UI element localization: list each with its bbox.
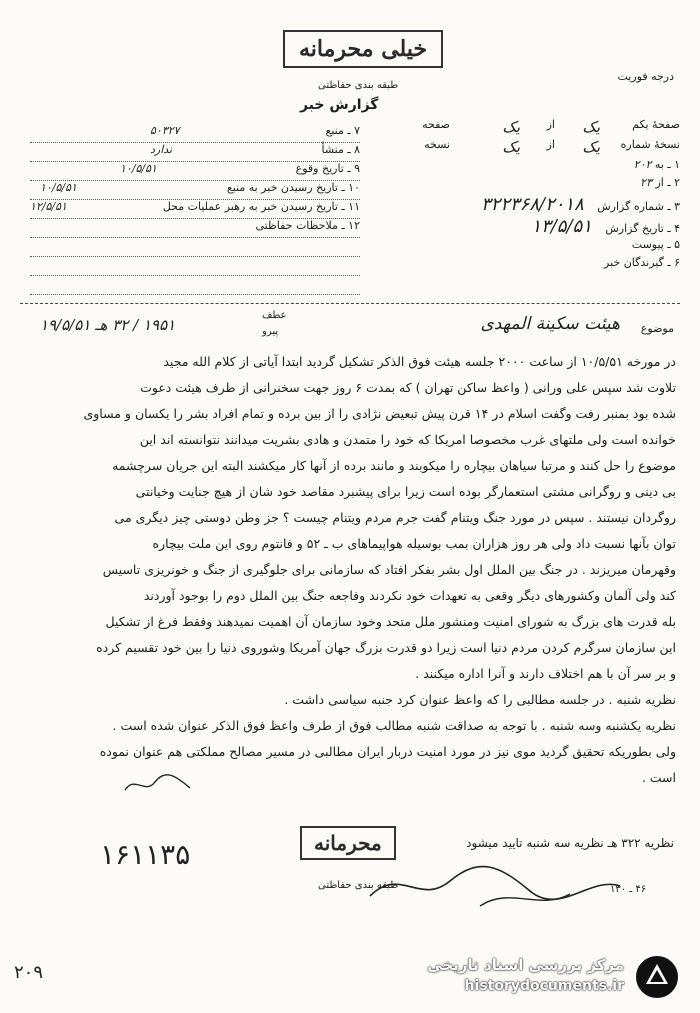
body-line: وقهرمان میریزند . در جنگ بین الملل اول بشر بفکر افتاد که سازمانی برای جلوگیری از جنگ و خونریزی تاسیس bbox=[102, 562, 676, 577]
handwritten-number: ۱۶۱۱۳۵ bbox=[100, 838, 191, 871]
field-event-date: ۹ ـ تاریخ وقوع ۱۰/۵/۵۱ bbox=[30, 162, 360, 181]
body-line: بله قدرت های بزرگ به شورای امنیت ومنشور ملل متحد وخود سازمان آن اهمیت نمیدهند وفقط فرغ از تشکیل bbox=[105, 614, 676, 629]
body-line: این سازمان سرگرم کردن مردم دنیا است زیرا دو قدرت بزرگ جهان آمریکا وشوروی دنیا را بین خود تقسیم کرده bbox=[96, 640, 676, 655]
watermark-url: historydocuments.ir bbox=[464, 978, 624, 994]
body-line: در مورخه ۱۰/۵/۵۱ از ساعت ۲۰۰۰ جلسه هیئت فوق الذکر تشکیل گردید ابتدا آیاتی از کلام الله مجید bbox=[163, 354, 676, 369]
reference-label-b: پیرو bbox=[262, 326, 279, 337]
body-line: کند ولی آلمان وکشورهای دیگر وقعی به تعهدات خود نکردند وفاجعه جنگ بین الملل دوم را بوجود آوردند bbox=[143, 588, 676, 603]
body-line: خوانده است ولی ملتهای غرب مخصوصا امریکا که خود را متمدن و هادی بشریت میدانند نتوانسته اند این bbox=[139, 432, 676, 447]
field-report-number: ۳ ـ شماره گزارش ۳۲۲۳۶۸/۲۰۱۸ bbox=[481, 194, 680, 215]
body-line: توان بآنها نسبت داد ولی هر روز هزاران بمب بوسیله هواپیماهای ب ـ ۵۲ و فانتوم روی این ملت بیچاره bbox=[152, 536, 676, 551]
field-security-notes: ۱۲ ـ ملاحظات حفاظتی bbox=[30, 219, 360, 238]
opinion-line: نظریه شنبه . در جلسه مطالبی را که واعظ عنوان کرد جنبه سیاسی داشت . bbox=[284, 692, 676, 707]
field-recipients: ۶ ـ گیرندگان خبر bbox=[604, 256, 680, 269]
classification-caption: طبقه بندی حفاظتی bbox=[318, 80, 399, 91]
opinion-line: است . bbox=[641, 770, 676, 785]
field-origin: ۸ ـ منشأ ندارد bbox=[30, 143, 360, 162]
blank-line bbox=[30, 257, 360, 276]
blank-line bbox=[30, 276, 360, 295]
subject-value: هیئت سکینة المهدی bbox=[480, 314, 620, 334]
confirmation-note: نظریه ۳۲۲ هـ نظریه سه شنبه تایید میشود bbox=[466, 836, 674, 850]
field-attachment: ۵ ـ پیوست bbox=[631, 238, 680, 251]
field-to: ۱ ـ به ۲۰۲ bbox=[633, 158, 680, 171]
page-number: ۲۰۹ bbox=[14, 962, 44, 983]
blank-line bbox=[30, 238, 360, 257]
left-fields bbox=[30, 124, 360, 295]
body-line: بی دینی و روگرانی مشتی استعمارگر بوده است زیرا برای پیشبرد مقاصد خود شان از هیچ جنایت وخیانتی bbox=[135, 484, 676, 499]
field-source: ۷ ـ منبع ۵۰۳۲۷ bbox=[30, 124, 360, 143]
opinion-line: نظریه یکشنبه وسه شنبه . با توجه به صداقت شنبه مطالب فوق از طرف واعظ فوق الذکر عنوان شده است . bbox=[112, 718, 676, 733]
body-line: شده بود بمنبر رفت وگفت اسلام در ۱۴ قرن پیش تبعیض نژادی را از بین برده و تمام افراد بشر را یکسان و مساوی bbox=[83, 406, 676, 421]
watermark-logo-icon bbox=[632, 952, 682, 1002]
signature-small bbox=[120, 770, 200, 800]
bottom-stamp-caption: طبقه بندی حفاظتی bbox=[318, 880, 399, 891]
watermark-title: مرکز بررسی اسناد تاریخی bbox=[427, 956, 624, 974]
opinion-line: ولی بطوریکه تحقیق گردید موی نیز در مورد امنیت دربار ایران مطالبی در مسیر مصالح مملکتی هم عنوان نموده bbox=[99, 744, 676, 759]
body-line: روگردان نیستند . سپس در مورد جنگ ویتنام گفت جرم مردم ویتنام چیست ؟ جز وطن دوستی چیز دیگری می bbox=[114, 510, 676, 525]
separator-line bbox=[20, 303, 680, 304]
field-operation-received-date: ۱۱ ـ تاریخ رسیدن خبر به رهبر عملیات محل ۱۲/۵/۵۱ bbox=[30, 200, 360, 219]
field-report-date: ۴ ـ تاریخ گزارش ۱۳/۵/۵۱ bbox=[531, 216, 680, 237]
body-line: موضوع را حل کنند و مرتبا سیاهان بیچاره را میکوبند و مانند برده از آنها کار میکشند البته این جریان سرچشمه bbox=[112, 458, 676, 473]
reference-value: ۱۹۵۱ / ۳۲ هـ ۱۹/۵/۵۱ bbox=[40, 316, 176, 334]
classification-stamp: خیلی محرمانه bbox=[283, 30, 443, 68]
body-line: تلاوت شد سپس علی ورانی ( واعظ ساکن تهران ) که بمدت ۶ روز جهت سخنرانی از طرف هیئت دعوت bbox=[140, 380, 676, 395]
body-line: و بر سر آن با هم اختلاف دارند و آنرا اداره میکنند . bbox=[415, 666, 676, 681]
field-copy: نسخهٔ شماره یک از یک نسخه bbox=[424, 138, 680, 156]
subject-label: موضوع bbox=[640, 322, 674, 335]
field-page: صفحهٔ یکم یک از یک صفحه bbox=[422, 118, 680, 136]
form-code: ۴۶ ـ ۱۳۰ bbox=[610, 884, 647, 895]
bottom-classification-stamp: محرمانه bbox=[300, 826, 396, 860]
report-title: گزارش خبر bbox=[300, 97, 379, 113]
field-source-received-date: ۱۰ ـ تاریخ رسیدن خبر به منبع ۱۰/۵/۵۱ bbox=[30, 181, 360, 200]
right-fields bbox=[410, 118, 680, 274]
watermark bbox=[392, 952, 682, 1002]
urgency-label: درجه فوریت bbox=[617, 70, 674, 83]
reference-label-a: عطف bbox=[262, 310, 287, 321]
field-from: ۲ ـ از ۲۳ bbox=[640, 176, 680, 189]
signature bbox=[360, 856, 660, 916]
